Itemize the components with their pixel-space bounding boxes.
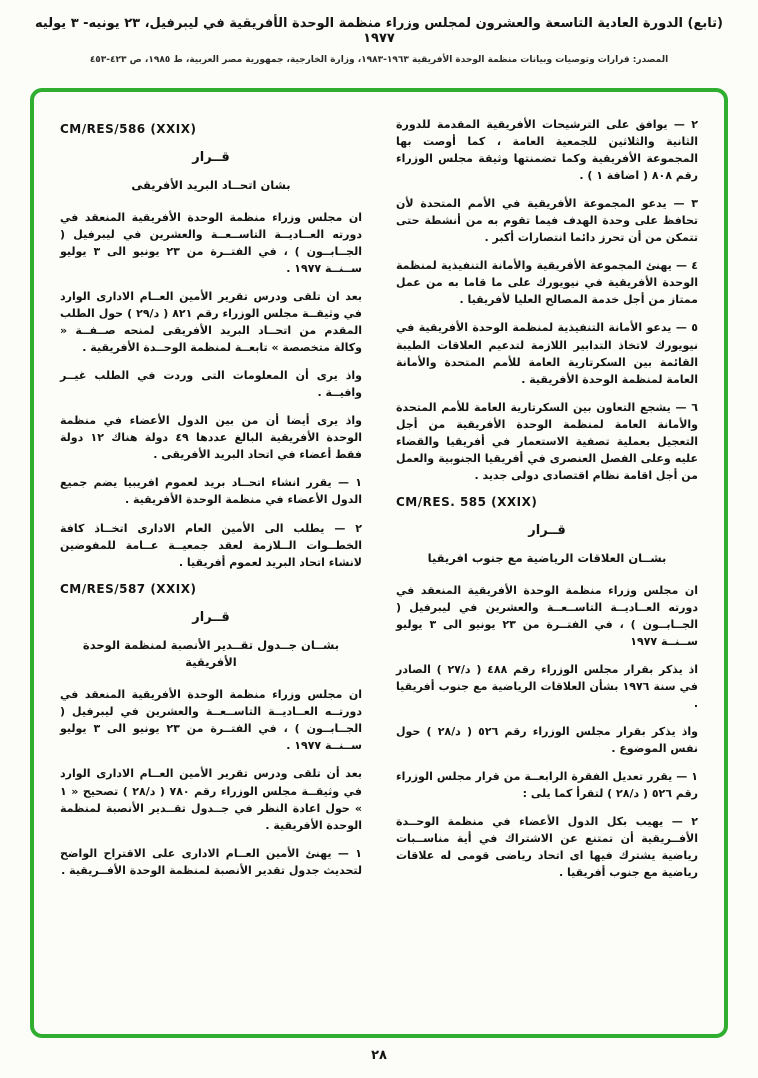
resolution-heading: قــرار <box>528 522 566 538</box>
paragraph: ٤ — يهنئ المجموعة الأفريقية والأمانة التنفيذية لمنظمة الوحدة الأفريقية في نيويورك على ما قاما به من عمل ممتاز من أجل خدمة المصالح العليا لأفريقيا . <box>396 259 698 307</box>
page-number: ٢٨ <box>371 1048 387 1063</box>
paragraph: بعد أن تلقى ودرس تقرير الأمين العــام الادارى الوارد في وثيقــة مجلس الوزراء رقم ٧٨٠ ( د/٢٨ ) تصحيح « ١ » حول اعادة النظر في جــدول تقــدير الأنصبة لمنظمة الوحدة الأفريقية . <box>60 767 362 832</box>
paragraph: ١ — يهنئ الأمين العــام الادارى على الاقتراح الواضح لتحديث جدول تقدير الأنصبة لمنظمة الوحدة الأفــريقية . <box>60 846 362 877</box>
paragraph: واذ يرى أن المعلومات التى وردت في الطلب غيــر وافيــة . <box>60 369 362 400</box>
two-column-layout <box>60 116 698 1018</box>
paragraph: ١ — يقرر انشاء اتحــاد بريد لعموم افريبيا يضم جميع الدول الأعضاء في منظمة الوحدة الأفريقية . <box>60 476 362 507</box>
paragraph: ان مجلس وزراء منظمة الوحدة الأفريقية المنعقد في دورته العــاديــة التاســعــة والعشرين في ليبرفيل ( الجــابــون ) ، في الفتــرة من ٢٣ يونيو الى ٣ يوليو ســنــة ١٩٧٧ <box>396 583 699 648</box>
paragraph: ٦ — يشجع التعاون بين السكرتارية العامة للأمم المتحدة والأمانة العامة لمنظمة الوحدة الأفريقية من أجل التعجيل بعملية تصفية الاستعمار في أفريقيا والقضاء عليه وعلى الفصل العنصرى في أفريقيا الجنوبية والعمل من أجل اقامة نظام اقتصادى دولى جديد . <box>396 400 698 482</box>
paragraph: اذ يذكر بقرار مجلس الوزراء رقم ٤٨٨ ( د/٢٧ ) الصادر في سنة ١٩٧٦ بشأن العلاقات الرياضية مع جنوب أفريقيا . <box>396 662 698 710</box>
resolution-heading: قــرار <box>192 150 230 165</box>
resolution-subject: بشان اتحــاد البريد الأفريقى <box>131 178 291 192</box>
paragraph: ان مجلس وزراء منظمة الوحدة الأفريقية المنعقد في دورتــه العــاديــة التاســعــة والعشرين في ليبرفيل ( الجــابــون ) ، في الفتــرة من ٢٣ يونيو الى ٣ يوليو ســنــة ١٩٧٧ . <box>60 688 363 753</box>
document-frame <box>30 88 728 1038</box>
page-header <box>0 0 758 65</box>
resolution-code: CM/RES/587 (XXIX) <box>60 581 197 596</box>
resolution-subject: بشــان جــدول تقــدير الأنصبة لمنظمة الوحدة الأفريقية <box>82 637 340 670</box>
paragraph: ٢ — يطلب الى الأمين العام الادارى اتخــاذ كافة الخطــوات الــلازمة لعقد جمعيــة عــامة للمفوضين لانشاء اتحاد البريد لعموم أفريقيا . <box>60 521 362 569</box>
paragraph: ٣ — يدعو المجموعة الأفريقية في الأمم المتحدة لأن تحافظ على وحدة الهدف فيما تقوم به من أنشطة حتى تتمكن من أن تحرز دائما انتصارات أكبر . <box>396 197 698 245</box>
paragraph: واذ يرى أيضا أن من بين الدول الأعضاء في منظمة الوحدة الأفريقية البالغ عددها ٤٩ دولة هناك ١٢ دولة فقط أعضاء في اتحاد البريد الأفريقى . <box>60 414 362 462</box>
column-left <box>60 116 362 1018</box>
paragraph: ٥ — يدعو الأمانة التنفيذية لمنظمة الوحدة الأفريقية في نيويورك لاتخاذ التدابير اللازمة لتدعيم العلاقات الطيبة القائمة بين السكرتارية العامة للأمم المتحدة والأمانة العامة لمنظمة الوحدة الأفريقية . <box>396 321 698 386</box>
resolution-code: CM/RES/586 (XXIX) <box>60 122 197 136</box>
resolution-code: CM/RES. 585 (XXIX) <box>396 494 538 509</box>
column-right <box>396 116 698 1018</box>
resolution-subject: بشــان العلاقات الرياضية مع جنوب افريقيا <box>427 550 667 565</box>
paragraph: ١ — يقرر تعديل الفقرة الرابعــة من قرار مجلس الوزراء رقم ٥٢٦ ( د/٢٨ ) لتقرأ كما يلى : <box>396 770 698 801</box>
paragraph: بعد ان تلقى ودرس تقرير الأمين العــام الادارى الوارد في وثيقــة مجلس الوزراء رقم ٨٢١ ( د/٢٩ ) حول الطلب المقدم من اتحــاد البريد الأفريقى لمنحه صــفــة « وكالة متخصصة » تابعــة لمنظمة الوحــدة الأفريقية . <box>60 290 362 355</box>
paragraph: ٢ — يوافق على الترشيحات الأفريقية المقدمة للدورة الثانية والثلاثين للجمعية العامة ، كما أوصت بها المجموعة الأفريقية وكما تضمنتها وثيقة مجلس الوزراء رقم ٨٠٨ ( اضافة ١ ) . <box>396 118 698 183</box>
source-citation: المصدر: قرارات وتوصيات وبيانات منظمة الوحدة الأفريقية ١٩٦٣-١٩٨٣، وزارة الخارجية، جمهورية مصر العربية، ط ١٩٨٥، ص ٤٢٣-٤٥٣ <box>89 55 669 65</box>
paragraph: ان مجلس وزراء منظمة الوحدة الأفريقية المنعقد في دورته العــاديــة التاســعــة والعشرين في ليبرفيل ( الجــابــون ) ، في الفتــرة من ٢٣ يونيو الى ٣ يوليو ســنــة ١٩٧٧ . <box>60 210 363 275</box>
document-title: (تابع) الدورة العادية التاسعة والعشرون لمجلس وزراء منظمة الوحدة الأفريقية في ليبرفيل، ٢٣ يونيه- ٣ يوليه ١٩٧٧ <box>35 16 723 46</box>
resolution-heading: قــرار <box>192 609 230 625</box>
paragraph: واذ يذكر بقرار مجلس الوزراء رقم ٥٢٦ ( د/٢٨ ) حول نفس الموضوع . <box>396 725 698 756</box>
paragraph: ٢ — يهيب بكل الدول الأعضاء في منظمة الوحــدة الأفــريقية أن تمتنع عن الاشتراك في أية مناســبات رياضية يشترك فيها اى اتحاد رياضى قومى له علاقات رياضية مع جنوب أفريقيا . <box>396 815 698 880</box>
